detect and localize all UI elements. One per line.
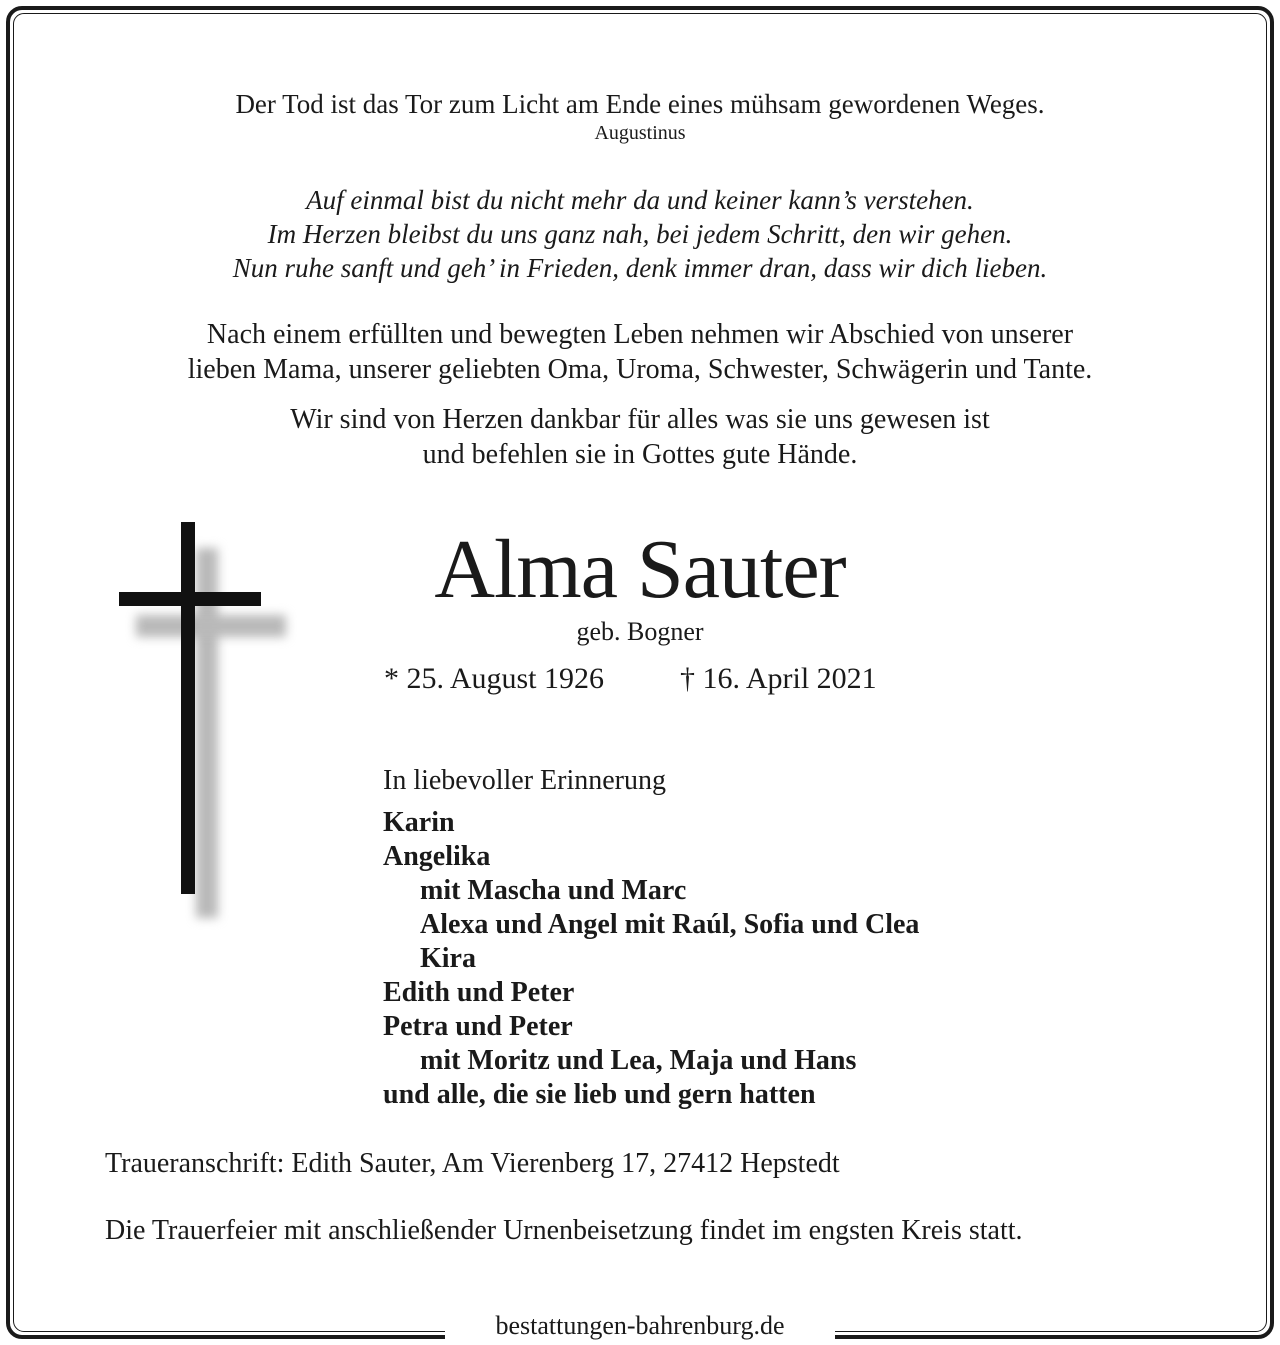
farewell-line: Nach einem erfüllten und bewegten Leben nehmen wir Abschied von unserer xyxy=(206,319,1074,350)
farewell-line: lieben Mama, unserer geliebten Oma, Uroma, Schwester, Schwägerin und Tante. xyxy=(187,354,1093,385)
mourner-entry: Edith und Peter xyxy=(383,977,575,1008)
mourning-address: Traueranschrift: Edith Sauter, Am Vierenberg 17, 27412 Hepstedt xyxy=(105,1148,840,1179)
deceased-name: Alma Sauter xyxy=(434,523,846,616)
memorial-poem xyxy=(0,183,1280,285)
mourner-entry: mit Mascha und Marc xyxy=(420,875,687,906)
memory-intro: In liebevoller Erinnerung xyxy=(383,765,667,796)
ceremony-notice: Die Trauerfeier mit anschließender Urnenbeisetzung findet im engsten Kreis statt. xyxy=(105,1215,1023,1246)
poem-line: Auf einmal bist du nicht mehr da und keiner kann’s verstehen. xyxy=(306,185,974,215)
gratitude-paragraph xyxy=(0,402,1280,472)
death-date: † 16. April 2021 xyxy=(680,662,877,695)
cross-shadow-horizontal xyxy=(136,615,286,637)
birth-date: * 25. August 1926 xyxy=(384,662,605,695)
epigraph-quote: Der Tod ist das Tor zum Licht am Ende eines mühsam gewordenen Weges. xyxy=(235,89,1045,119)
poem-line: Nun ruhe sanft und geh’ in Frieden, denk immer dran, dass wir dich lieben. xyxy=(232,253,1048,283)
mourner-entry: Petra und Peter xyxy=(383,1011,573,1042)
mourner-entry: mit Moritz und Lea, Maja und Hans xyxy=(420,1045,857,1076)
mourners-list xyxy=(383,806,919,1112)
cross-horizontal-beam xyxy=(119,592,261,606)
farewell-paragraph xyxy=(0,317,1280,387)
mourner-entry: Karin xyxy=(383,807,455,838)
mourner-entry: Kira xyxy=(420,943,476,974)
gratitude-line: und befehlen sie in Gottes gute Hände. xyxy=(422,439,858,470)
mourner-entry: Angelika xyxy=(383,841,491,872)
cross-vertical-beam xyxy=(181,522,195,894)
gratitude-line: Wir sind von Herzen dankbar für alles was sie uns gewesen ist xyxy=(290,404,990,435)
funeral-home-website: bestattungen-bahrenburg.de xyxy=(495,1311,785,1340)
mourner-entry: Alexa und Angel mit Raúl, Sofia und Clea xyxy=(420,909,920,940)
epigraph-author: Augustinus xyxy=(594,122,686,144)
poem-line: Im Herzen bleibst du uns ganz nah, bei jedem Schritt, den wir gehen. xyxy=(267,219,1013,249)
mourner-entry: und alle, die sie lieb und gern hatten xyxy=(383,1079,816,1110)
maiden-name: geb. Bogner xyxy=(576,617,704,646)
